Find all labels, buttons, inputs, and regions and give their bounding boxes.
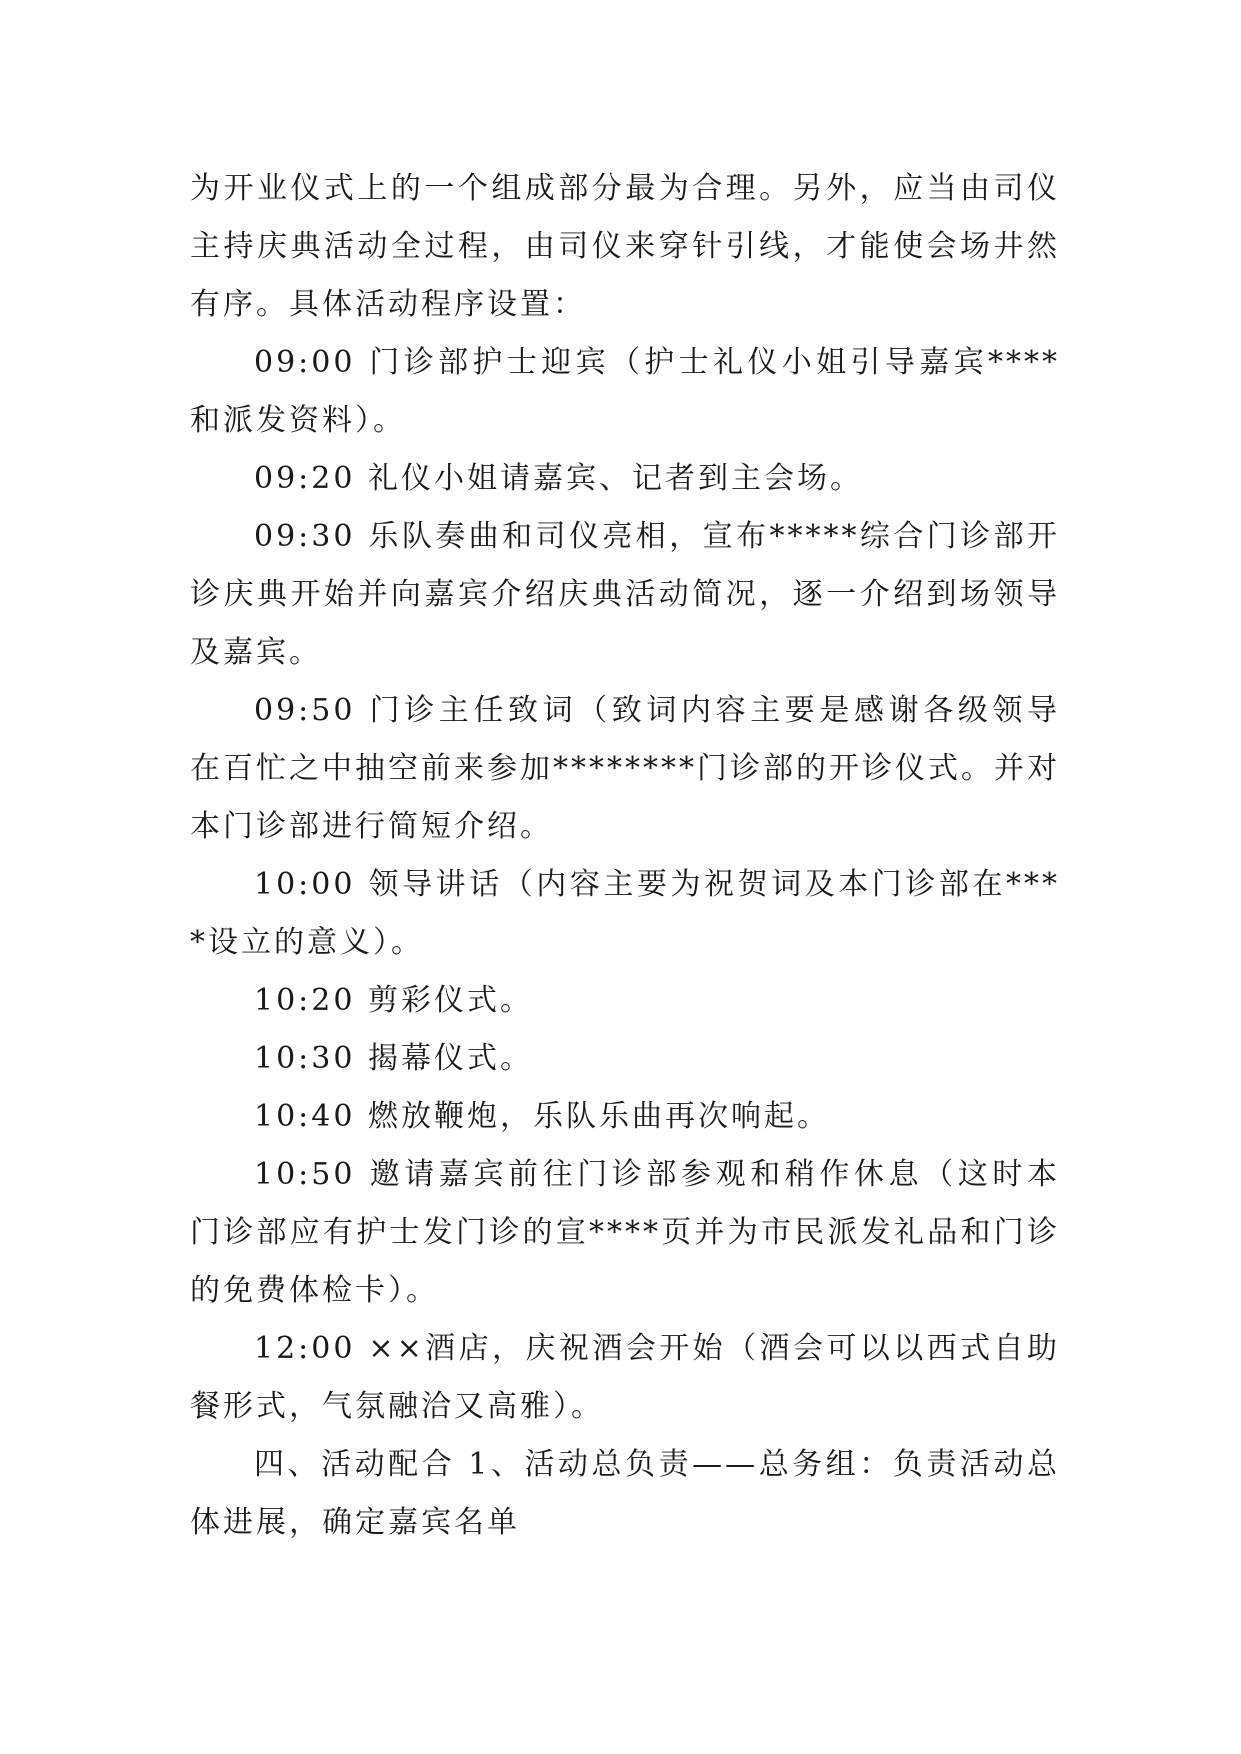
- schedule-item-1000: 10:00 领导讲话（内容主要为祝贺词及本门诊部在****设立的意义）。: [190, 867, 1060, 960]
- schedule-item-0930: 09:30 乐队奏曲和司仪亮相，宣布*****综合门诊部开诊庆典开始并向嘉宾介绍庆典活动简况，逐一介绍到场领导及嘉宾。: [190, 519, 1060, 670]
- schedule-item-1200: 12:00 ××酒店，庆祝酒会开始（酒会可以以西式自助餐形式，气氛融洽又高雅）。: [190, 1331, 1060, 1424]
- schedule-item-0950: 09:50 门诊主任致词（致词内容主要是感谢各级领导在百忙之中抽空前来参加********门诊部的开诊仪式。并对本门诊部进行简短介绍。: [190, 693, 1060, 844]
- schedule-item-0900: 09:00 门诊部护士迎宾（护士礼仪小姐引导嘉宾****和派发资料）。: [190, 345, 1060, 438]
- schedule-item-1030: 10:30 揭幕仪式。: [254, 1041, 533, 1076]
- schedule-item-1020: 10:20 剪彩仪式。: [254, 983, 533, 1018]
- section-four-paragraph: 四、活动配合 1、活动总负责——总务组：负责活动总体进展，确定嘉宾名单: [190, 1447, 1060, 1540]
- paragraph-intro: 为开业仪式上的一个组成部分最为合理。另外，应当由司仪主持庆典活动全过程，由司仪来穿针引线，才能使会场井然有序。具体活动程序设置：: [190, 171, 1060, 322]
- schedule-item-0920: 09:20 礼仪小姐请嘉宾、记者到主会场。: [254, 461, 863, 496]
- schedule-item-1050: 10:50 邀请嘉宾前往门诊部参观和稍作休息（这时本门诊部应有护士发门诊的宣****页并为市民派发礼品和门诊的免费体检卡）。: [190, 1157, 1060, 1308]
- document-body: [190, 160, 1060, 1552]
- schedule-item-1040: 10:40 燃放鞭炮，乐队乐曲再次响起。: [254, 1099, 830, 1134]
